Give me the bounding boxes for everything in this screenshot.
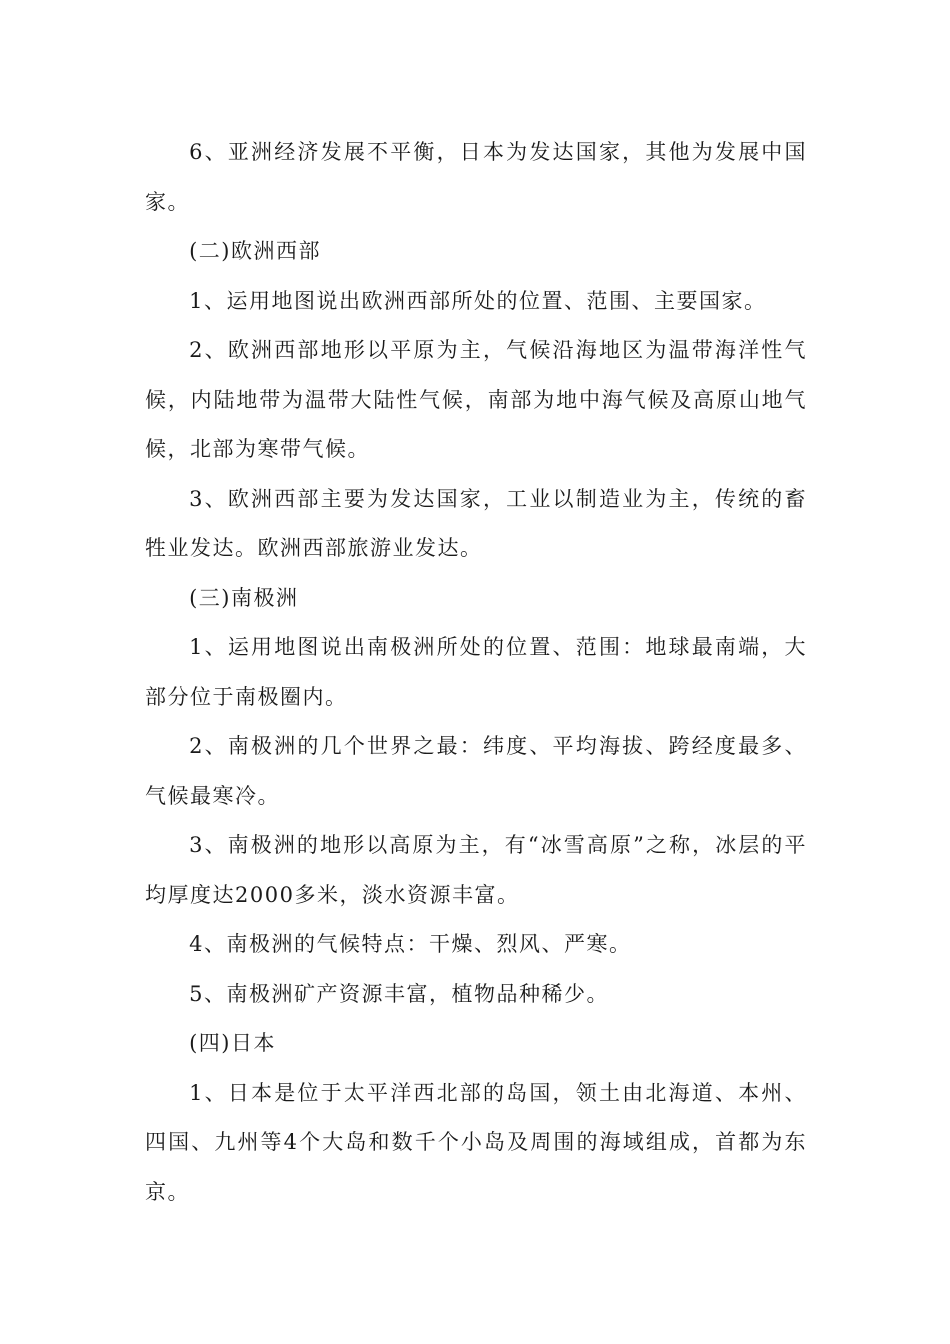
- paragraph-japan-geography: 1、日本是位于太平洋西北部的岛国，领土由北海道、本州、四国、九州等4个大岛和数千个小岛及周围的海域组成，首都为东京。: [145, 1080, 807, 1204]
- paragraph-antarctica-resources: 5、南极洲矿产资源丰富，植物品种稀少。: [189, 981, 609, 1006]
- paragraph-antarctica-climate: 4、南极洲的气候特点：干燥、烈风、严寒。: [189, 932, 632, 956]
- paragraph-antarctica-records: 2、南极洲的几个世界之最：纬度、平均海拔、跨经度最多、气候最寒冷。: [145, 734, 807, 808]
- paragraph-antarctica-terrain: 3、南极洲的地形以高原为主，有“冰雪高原”之称，冰层的平均厚度达2000多米，淡水资源丰富。: [145, 833, 807, 907]
- heading-antarctica: (三)南极洲: [189, 585, 299, 610]
- paragraph-asia-economy: 6、亚洲经济发展不平衡，日本为发达国家，其他为发展中国家。: [145, 140, 807, 214]
- paragraph-europe-economy: 3、欧洲西部主要为发达国家，工业以制造业为主，传统的畜牲业发达。欧洲西部旅游业发达。: [145, 486, 807, 560]
- heading-western-europe: (二)欧洲西部: [189, 239, 321, 263]
- paragraph-antarctica-location: 1、运用地图说出南极洲所处的位置、范围：地球最南端，大部分位于南极圈内。: [145, 635, 807, 709]
- heading-japan: (四)日本: [189, 1031, 276, 1055]
- paragraph-europe-location: 1、运用地图说出欧洲西部所处的位置、范围、主要国家。: [189, 288, 767, 313]
- paragraph-europe-terrain-climate: 2、欧洲西部地形以平原为主，气候沿海地区为温带海洋性气候，内陆地带为温带大陆性气候，南部为地中海气候及高原山地气候，北部为寒带气候。: [145, 338, 807, 461]
- document-body: [145, 128, 807, 1217]
